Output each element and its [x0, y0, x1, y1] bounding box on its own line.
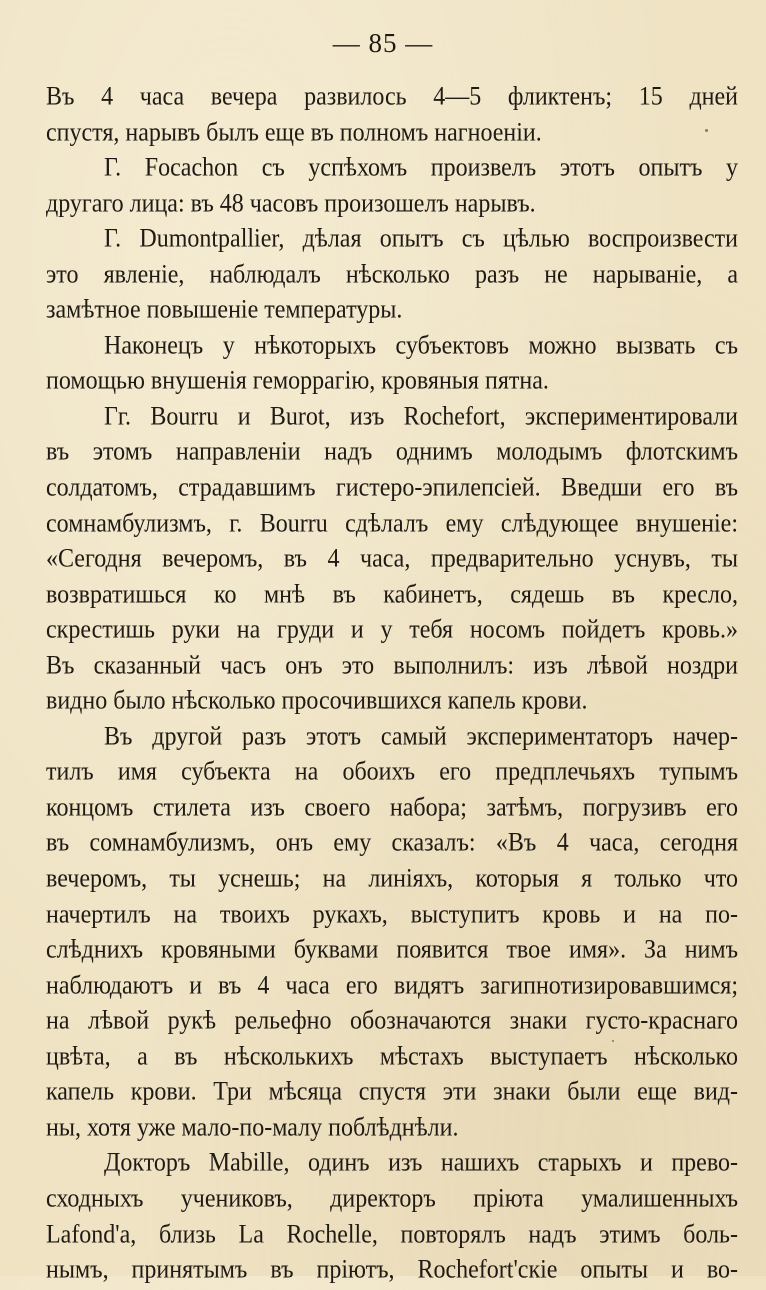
text-line: Lafond'а, близь La Rochelle, повторялъ надъ этимъ боль- [46, 1220, 738, 1249]
text-line: видно было нѣсколько просочившихся капель крови. [46, 687, 588, 716]
text-line: скрестишь руки на груди и у тебя носомъ пойдетъ кровь.» [46, 616, 738, 645]
text-line: начертилъ на твоихъ рукахъ, выступитъ кровь и на по- [46, 900, 738, 929]
text-line: это явленіе, наблюдалъ нѣсколько разъ не нарываніе, а [46, 260, 738, 289]
text-line: Въ 4 часа вечера развилось 4—5 фликтенъ; 15 дней [46, 82, 738, 111]
text-line: тилъ имя субъекта на обоихъ его предплечьяхъ тупымъ [46, 758, 738, 787]
text-line: Докторъ Mabille, одинъ изъ нашихъ старыхъ и прево- [104, 1149, 738, 1178]
text-line: спустя, нарывъ былъ еще въ полномъ нагноеніи. [46, 118, 542, 147]
text-line: на лѣвой рукѣ рельефно обозначаются знаки густо-краснаго [46, 1007, 738, 1036]
text-line: возвратишься ко мнѣ въ кабинетъ, сядешь въ кресло, [46, 580, 738, 609]
text-line: Въ другой разъ этотъ самый экспериментаторъ начер- [104, 722, 738, 751]
text-line: капель крови. Три мѣсяца спустя эти знаки были еще вид- [46, 1078, 738, 1107]
body-text [46, 80, 738, 1289]
paper-speck [705, 129, 708, 132]
text-line: Наконецъ у нѣкоторыхъ субъектовъ можно вызвать съ [104, 331, 738, 360]
text-line: сходныхъ учениковъ, директоръ пріюта умалишенныхъ [46, 1184, 738, 1213]
text-line: наблюдаютъ и въ 4 часа его видятъ загипнотизировавшимся; [46, 971, 738, 1000]
text-line: Въ сказанный часъ онъ это выполнилъ: изъ лѣвой ноздри [46, 651, 738, 680]
text-line: слѣднихъ кровяными буквами появится твое имя». За нимъ [46, 936, 738, 965]
text-line: замѣтное повышеніе температуры. [46, 296, 403, 325]
text-line: помощью внушенія геморрагію, кровяныя пятна. [46, 367, 549, 396]
paper-speck [612, 1040, 614, 1042]
text-line: концомъ стилета изъ своего набора; затѣмъ, погрузивъ его [46, 793, 738, 822]
text-line: «Сегодня вечеромъ, въ 4 часа, предварительно уснувъ, ты [46, 545, 738, 574]
page-number: — 85 — [332, 28, 434, 58]
text-line: Г. Focachon съ успѣхомъ произвелъ этотъ опытъ у [104, 153, 738, 183]
text-line: ны, хотя уже мало-по-малу поблѣднѣли. [46, 1113, 459, 1142]
text-line: сомнамбулизмъ, г. Bourru сдѣлалъ ему слѣдующее внушеніе: [46, 509, 738, 538]
text-line: вечеромъ, ты уснешь; на линіяхъ, которыя я только что [46, 864, 738, 894]
text-line: нымъ, принятымъ въ пріютъ, Rochefort'скіе опыты и во- [46, 1255, 738, 1285]
text-line: солдатомъ, страдавшимъ гистеро-эпилепсіей. Введши его въ [46, 473, 738, 502]
text-line: Гг. Bourru и Burot, изъ Rochefort, экспериментировали [104, 402, 738, 431]
text-line: другаго лица: въ 48 часовъ произошелъ нарывъ. [46, 189, 536, 218]
text-line: въ сомнамбулизмъ, онъ ему сказалъ: «Въ 4 часа, сегодня [46, 829, 738, 858]
text-line: въ этомъ направленіи надъ однимъ молодымъ флотскимъ [46, 438, 738, 467]
text-line: Г. Dumontpallier, дѣлая опытъ съ цѣлью воспроизвести [104, 225, 738, 254]
text-line: цвѣта, а въ нѣсколькихъ мѣстахъ выступаетъ нѣсколько [46, 1042, 738, 1071]
